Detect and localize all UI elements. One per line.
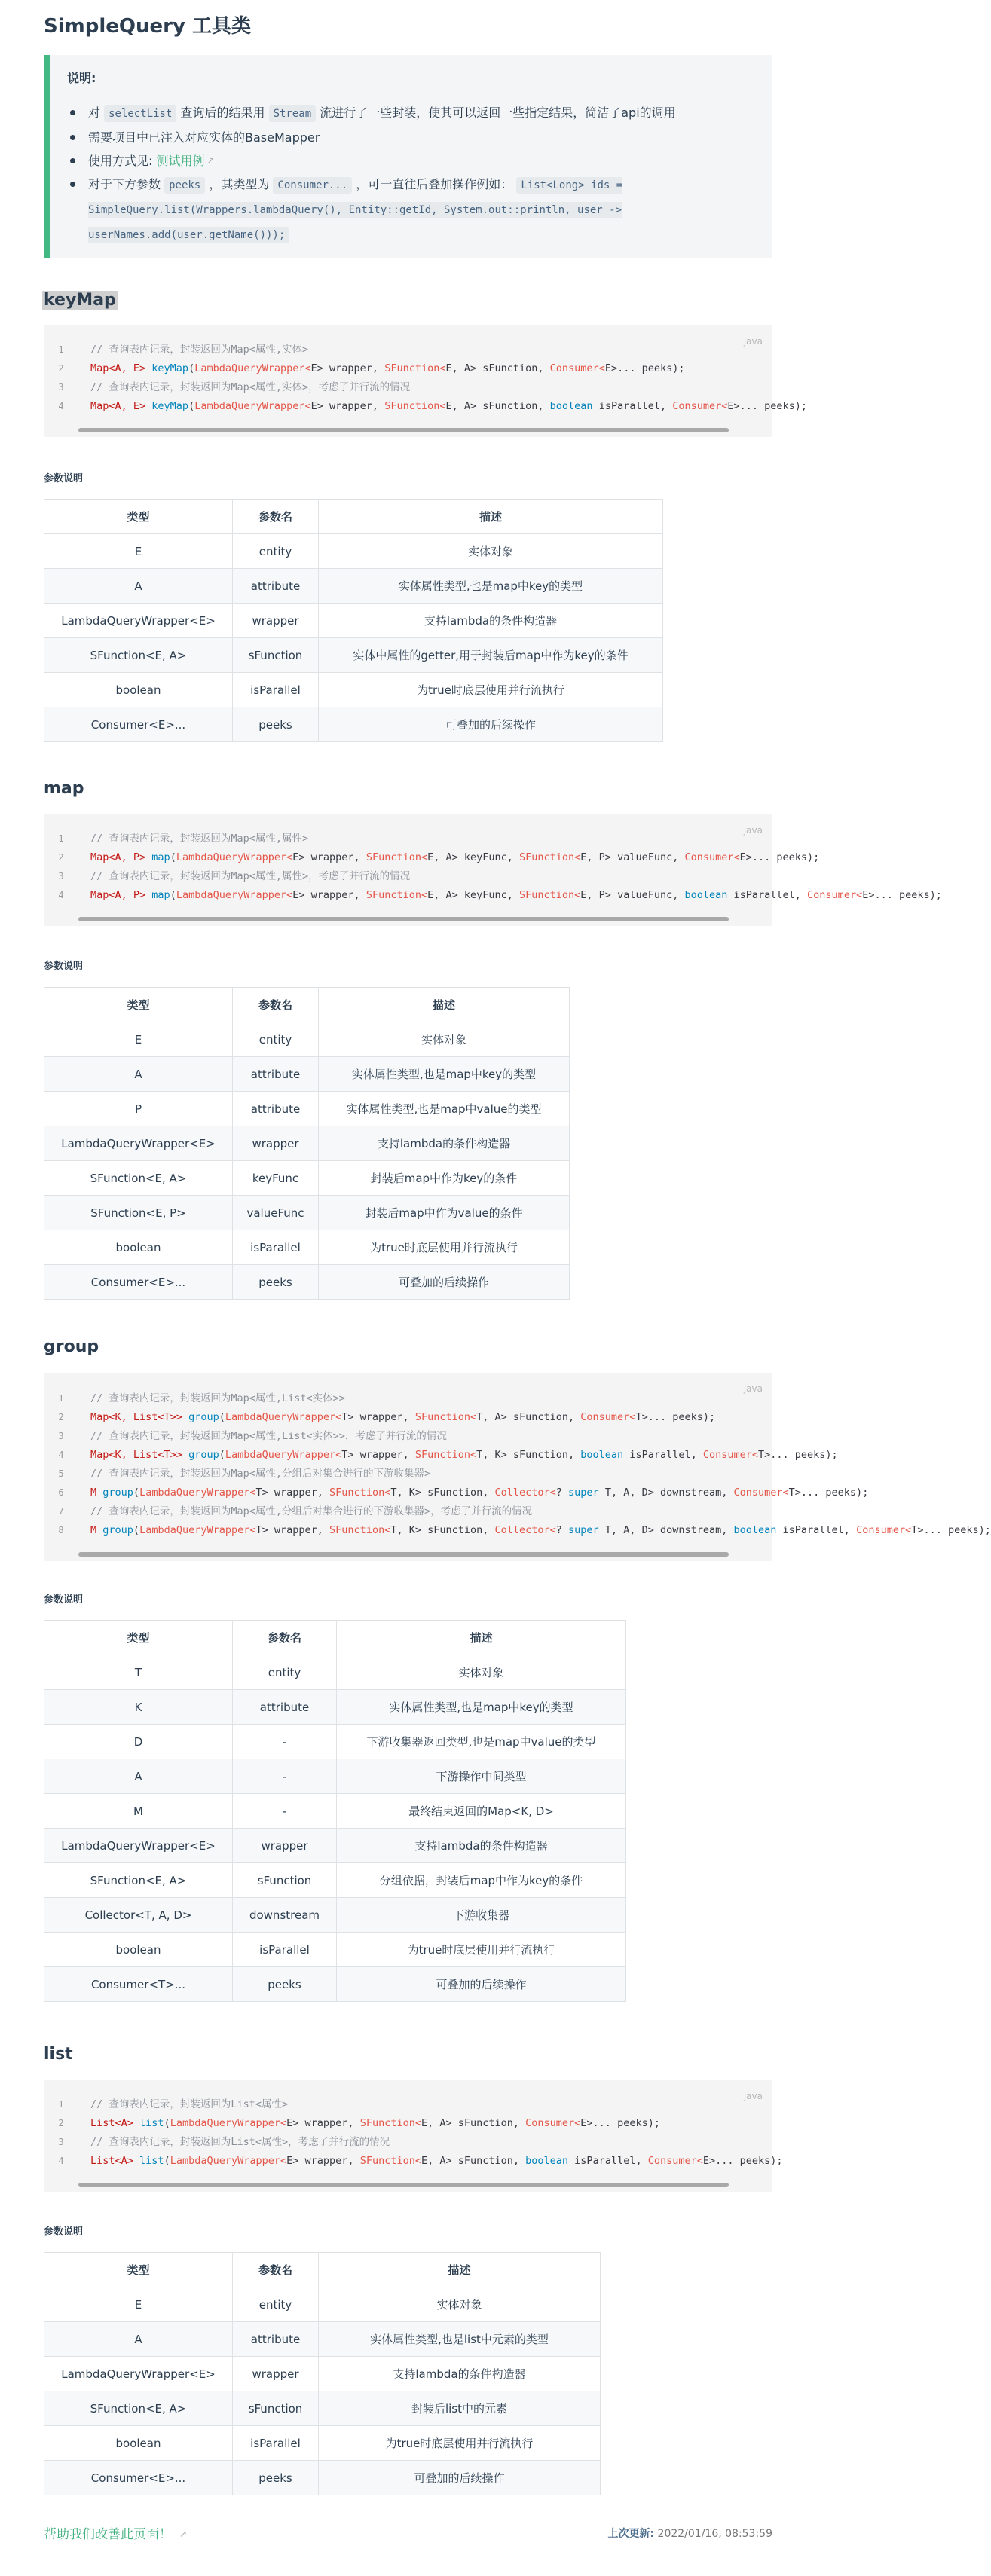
tip-text: 对于下方参数 [88, 177, 165, 191]
table-cell: 可叠加的后续操作 [319, 707, 663, 742]
table-cell: 实体属性类型,也是list中元素的类型 [319, 2322, 601, 2357]
table-cell: SFunction<E, A> [44, 2391, 233, 2426]
table-cell: 为true时底层使用并行流执行 [319, 2426, 601, 2461]
last-updated [607, 2526, 772, 2541]
code-block-list [44, 2080, 783, 2192]
param-heading: 参数说明 [44, 473, 84, 484]
table-cell: 下游收集器返回类型,也是map中value的类型 [337, 1725, 626, 1759]
table-cell: isParallel [233, 1933, 337, 1967]
table-cell: 支持lambda的条件构造器 [319, 604, 663, 638]
line-number: 2 [58, 852, 64, 863]
code-scrollbar[interactable] [78, 1552, 729, 1557]
table-cell: sFunction [233, 638, 319, 673]
code-line [44, 886, 942, 905]
line-number: 1 [58, 2099, 64, 2110]
table-cell: LambdaQueryWrapper<E> [44, 1126, 233, 1161]
params-table-group [44, 1620, 626, 2002]
line-number: 5 [58, 1468, 64, 1479]
last-updated-value: 2022/01/16, 08:53:59 [657, 2528, 772, 2540]
tip-text: ，其类型为 [205, 177, 274, 191]
table-cell: 实体属性类型,也是map中key的类型 [337, 1690, 626, 1725]
code-line [44, 1446, 838, 1465]
tip-text: 使用方式见: [88, 154, 157, 168]
code-line [44, 359, 685, 378]
code-text: // 查询表内记录，封装返回为Map<属性,属性>，考虑了并行流的情况 [90, 870, 411, 882]
line-number: 4 [58, 2156, 64, 2166]
page-title: SimpleQuery 工具类 [44, 15, 251, 38]
code-text: // 查询表内记录，封装返回为Map<属性,List<实体>> [90, 1392, 345, 1404]
params-table-keymap [44, 499, 663, 742]
table-cell: entity [233, 1655, 337, 1690]
table-cell: 为true时底层使用并行流执行 [319, 673, 663, 707]
table-cell: M [44, 1794, 233, 1829]
table-cell: 下游收集器 [337, 1898, 626, 1933]
table-row [44, 1759, 626, 1794]
table-cell: SFunction<E, A> [44, 1863, 233, 1898]
table-row [44, 1161, 570, 1196]
table-cell: A [44, 1057, 233, 1092]
table-row [44, 534, 663, 569]
code-lang-label: java [743, 825, 763, 836]
table-cell: 支持lambda的条件构造器 [319, 2357, 601, 2391]
table-header: 参数名 [233, 500, 319, 534]
table-cell: 可叠加的后续操作 [337, 1967, 626, 2002]
tip-item [67, 126, 757, 149]
table-cell: - [233, 1725, 337, 1759]
table-cell: 实体对象 [337, 1655, 626, 1690]
line-number: 2 [58, 363, 64, 374]
line-number: 2 [58, 2118, 64, 2128]
code-text: Map<A, P> map(LambdaQueryWrapper<E> wrapper, SFunction<E, A> keyFunc, SFunction<E, P> valueFunc, Consumer<E>... peeks); [90, 851, 820, 863]
edit-page-link-label: 帮助我们改善此页面！ [44, 2527, 172, 2542]
table-cell: Consumer<E>... [44, 1265, 233, 1300]
table-row [44, 1794, 626, 1829]
table-cell: LambdaQueryWrapper<E> [44, 1829, 233, 1863]
table-cell: 分组依据，封装后map中作为key的条件 [337, 1863, 626, 1898]
inline-code: Consumer... [273, 177, 352, 194]
table-cell: 可叠加的后续操作 [319, 2461, 601, 2495]
table-cell: 为true时底层使用并行流执行 [319, 1230, 570, 1265]
table-cell: isParallel [233, 1230, 319, 1265]
code-text: Map<K, List<T>> group(LambdaQueryWrapper<T> wrapper, SFunction<T, A> sFunction, Consumer<T>... peeks); [90, 1411, 716, 1423]
table-cell: P [44, 1092, 233, 1126]
external-link-icon: ↗ [206, 155, 215, 166]
table-row [44, 2287, 601, 2322]
section-heading-keymap: keyMap [44, 291, 116, 310]
code-text: List<A> list(LambdaQueryWrapper<E> wrapper, SFunction<E, A> sFunction, boolean isParallel, Consumer<E>... peeks); [90, 2155, 783, 2167]
table-row [44, 2391, 601, 2426]
tip-item [67, 173, 757, 247]
table-cell: SFunction<E, A> [44, 638, 233, 673]
table-header: 描述 [319, 988, 570, 1022]
params-table-map [44, 987, 570, 1300]
table-row [44, 1829, 626, 1863]
table-row [44, 1655, 626, 1690]
code-text: // 查询表内记录，封装返回为Map<属性,实体> [90, 344, 309, 356]
table-cell: sFunction [233, 1863, 337, 1898]
line-number: 3 [58, 382, 64, 393]
table-cell: 可叠加的后续操作 [319, 1265, 570, 1300]
table-row [44, 1725, 626, 1759]
table-header: 参数名 [233, 988, 319, 1022]
code-text: // 查询表内记录，封装返回为Map<属性,实体>，考虑了并行流的情况 [90, 381, 411, 393]
table-header: 类型 [44, 500, 233, 534]
test-case-link[interactable]: 测试用例 [156, 154, 205, 168]
last-updated-label: 上次更新: [607, 2528, 655, 2540]
line-number: 2 [58, 1412, 64, 1422]
code-scrollbar[interactable] [78, 2183, 729, 2187]
code-lang-label: java [743, 2091, 763, 2101]
code-scrollbar[interactable] [78, 917, 729, 921]
code-text: Map<K, List<T>> group(LambdaQueryWrapper<T> wrapper, SFunction<T, K> sFunction, boolean isParallel, Consumer<T>... peeks); [90, 1449, 838, 1461]
code-line [44, 1484, 869, 1502]
code-line [44, 830, 309, 848]
code-scrollbar[interactable] [78, 428, 729, 432]
table-header: 类型 [44, 988, 233, 1022]
table-cell: SFunction<E, A> [44, 1161, 233, 1196]
table-row [44, 1933, 626, 1967]
tip-text: 查询后的结果用 [176, 105, 269, 120]
edit-page-link[interactable] [44, 2523, 187, 2542]
param-heading: 参数说明 [44, 2226, 84, 2238]
code-line [44, 397, 808, 416]
table-cell: downstream [233, 1898, 337, 1933]
line-number: 1 [58, 344, 64, 355]
code-text: // 查询表内记录，封装返回为Map<属性,属性> [90, 833, 309, 845]
table-cell: attribute [233, 569, 319, 604]
external-link-icon: ↗ [179, 2529, 188, 2539]
section-heading-list: list [44, 2045, 73, 2064]
table-row [44, 707, 663, 742]
line-number: 3 [58, 2137, 64, 2147]
table-cell: 封装后list中的元素 [319, 2391, 601, 2426]
table-cell: A [44, 2322, 233, 2357]
table-cell: 实体对象 [319, 1022, 570, 1057]
line-number: 7 [58, 1506, 64, 1517]
code-line [44, 1502, 533, 1521]
table-cell: sFunction [233, 2391, 319, 2426]
param-heading: 参数说明 [44, 961, 84, 972]
table-cell: wrapper [233, 2357, 319, 2391]
table-cell: 实体属性类型,也是map中key的类型 [319, 569, 663, 604]
table-cell: boolean [44, 673, 233, 707]
code-text: List<A> list(LambdaQueryWrapper<E> wrapper, SFunction<E, A> sFunction, Consumer<E>... peeks); [90, 2117, 660, 2129]
table-cell: 下游操作中间类型 [337, 1759, 626, 1794]
code-text: Map<A, E> keyMap(LambdaQueryWrapper<E> wrapper, SFunction<E, A> sFunction, Consumer<E>... peeks); [90, 362, 685, 374]
code-line [44, 378, 411, 397]
code-lang-label: java [743, 1383, 763, 1394]
code-line [44, 2114, 660, 2133]
table-cell: - [233, 1759, 337, 1794]
line-number: 4 [58, 1450, 64, 1460]
table-cell: K [44, 1690, 233, 1725]
code-line [44, 2152, 783, 2171]
table-row [44, 1057, 570, 1092]
code-text: // 查询表内记录，封装返回为List<属性>，考虑了并行流的情况 [90, 2136, 390, 2148]
code-lang-label: java [743, 336, 763, 347]
table-row [44, 1690, 626, 1725]
tip-item [67, 149, 757, 173]
table-cell: attribute [233, 1057, 319, 1092]
table-cell: E [44, 2287, 233, 2322]
table-cell: isParallel [233, 2426, 319, 2461]
line-number: 1 [58, 1393, 64, 1404]
table-row [44, 2357, 601, 2391]
table-cell: 实体属性类型,也是map中value的类型 [319, 1092, 570, 1126]
table-row [44, 1265, 570, 1300]
table-cell: peeks [233, 1967, 337, 2002]
table-header: 描述 [319, 2253, 601, 2287]
table-cell: boolean [44, 2426, 233, 2461]
code-line [44, 867, 411, 886]
table-header: 参数名 [233, 2253, 319, 2287]
code-line [44, 341, 309, 359]
table-cell: valueFunc [233, 1196, 319, 1230]
table-cell: 实体对象 [319, 2287, 601, 2322]
tip-list [67, 101, 757, 247]
table-cell: attribute [233, 1690, 337, 1725]
table-row [44, 1022, 570, 1057]
param-heading: 参数说明 [44, 1594, 84, 1606]
code-text: // 查询表内记录，封装返回为List<属性> [90, 2098, 289, 2110]
code-line [44, 1521, 991, 1540]
table-cell: wrapper [233, 1126, 319, 1161]
line-number: 4 [58, 401, 64, 411]
table-row [44, 1230, 570, 1265]
code-text: // 查询表内记录，封装返回为Map<属性,分组后对集合进行的下游收集器>，考虑了并行流的情况 [90, 1505, 533, 1517]
table-header: 描述 [337, 1621, 626, 1655]
table-row [44, 2461, 601, 2495]
code-block-keymap [44, 325, 808, 437]
params-table-list [44, 2252, 601, 2495]
tip-text: 对 [88, 105, 105, 120]
code-text: Map<A, P> map(LambdaQueryWrapper<E> wrapper, SFunction<E, A> keyFunc, SFunction<E, P> valueFunc, boolean isParallel, Consumer<E>... peeks); [90, 889, 942, 901]
table-cell: E [44, 534, 233, 569]
table-cell: 支持lambda的条件构造器 [319, 1126, 570, 1161]
table-row [44, 638, 663, 673]
table-header: 类型 [44, 2253, 233, 2287]
table-cell: 实体属性类型,也是map中key的类型 [319, 1057, 570, 1092]
table-cell: entity [233, 1022, 319, 1057]
line-number: 1 [58, 833, 64, 844]
section-heading-map: map [44, 779, 84, 798]
table-cell: E [44, 1022, 233, 1057]
line-number: 8 [58, 1525, 64, 1536]
code-text: M group(LambdaQueryWrapper<T> wrapper, SFunction<T, K> sFunction, Collector<? super T, A, D> downstream, Consumer<T>... peeks); [90, 1487, 869, 1499]
table-header: 描述 [319, 500, 663, 534]
table-cell: D [44, 1725, 233, 1759]
table-cell: peeks [233, 2461, 319, 2495]
code-line [44, 1408, 716, 1427]
code-text: // 查询表内记录，封装返回为Map<属性,分组后对集合进行的下游收集器> [90, 1468, 431, 1480]
table-row [44, 1898, 626, 1933]
table-row [44, 2426, 601, 2461]
table-cell: entity [233, 534, 319, 569]
code-block-map [44, 814, 942, 926]
table-cell: T [44, 1655, 233, 1690]
table-cell: attribute [233, 2322, 319, 2357]
line-number: 3 [58, 1431, 64, 1441]
tip-item [67, 101, 757, 126]
table-row [44, 1863, 626, 1898]
table-cell: peeks [233, 1265, 319, 1300]
table-cell: 最终结束返回的Map<K, D> [337, 1794, 626, 1829]
line-number: 3 [58, 871, 64, 882]
table-cell: wrapper [233, 604, 319, 638]
code-line [44, 1389, 345, 1408]
table-cell: 为true时底层使用并行流执行 [337, 1933, 626, 1967]
table-cell: boolean [44, 1230, 233, 1265]
table-row [44, 2322, 601, 2357]
tip-text: 需要项目中已注入对应实体的BaseMapper [88, 130, 320, 145]
table-cell: SFunction<E, P> [44, 1196, 233, 1230]
table-row [44, 604, 663, 638]
table-cell: peeks [233, 707, 319, 742]
tip-text: ，可一直往后叠加操作例如： [352, 177, 517, 191]
code-block-group [44, 1373, 991, 1561]
code-line [44, 2095, 289, 2114]
code-line [44, 1465, 431, 1484]
table-cell: A [44, 1759, 233, 1794]
table-header: 类型 [44, 1621, 233, 1655]
table-cell: 实体对象 [319, 534, 663, 569]
inline-code: Stream [269, 105, 317, 122]
line-number: 4 [58, 890, 64, 900]
code-text: Map<A, E> keyMap(LambdaQueryWrapper<E> wrapper, SFunction<E, A> sFunction, boolean isParallel, Consumer<E>... peeks); [90, 400, 808, 412]
table-row [44, 1196, 570, 1230]
section-heading-group: group [44, 1337, 99, 1356]
table-row [44, 569, 663, 604]
table-header: 参数名 [233, 1621, 337, 1655]
table-cell: Collector<T, A, D> [44, 1898, 233, 1933]
table-cell: Consumer<E>... [44, 2461, 233, 2495]
code-text: M group(LambdaQueryWrapper<T> wrapper, SFunction<T, K> sFunction, Collector<? super T, A, D> downstream, boolean isParallel, Consumer<T>... peeks); [90, 1524, 991, 1536]
code-text: // 查询表内记录，封装返回为Map<属性,List<实体>>，考虑了并行流的情况 [90, 1430, 447, 1442]
code-line [44, 2133, 390, 2152]
table-cell: 封装后map中作为key的条件 [319, 1161, 570, 1196]
code-line [44, 1427, 447, 1446]
table-cell: wrapper [233, 1829, 337, 1863]
tip-box [44, 55, 772, 258]
table-cell: isParallel [233, 673, 319, 707]
line-number: 6 [58, 1487, 64, 1498]
table-cell: 支持lambda的条件构造器 [337, 1829, 626, 1863]
table-cell: 封装后map中作为value的条件 [319, 1196, 570, 1230]
table-cell: boolean [44, 1933, 233, 1967]
inline-code: peeks [164, 177, 205, 194]
code-line [44, 848, 820, 867]
table-cell: entity [233, 2287, 319, 2322]
table-cell: LambdaQueryWrapper<E> [44, 2357, 233, 2391]
table-cell: A [44, 569, 233, 604]
inline-code: selectList [104, 105, 176, 122]
table-cell: attribute [233, 1092, 319, 1126]
table-cell: LambdaQueryWrapper<E> [44, 604, 233, 638]
tip-title: 说明: [67, 71, 96, 85]
table-row [44, 1092, 570, 1126]
table-row [44, 1126, 570, 1161]
inline-code-example: List<Long> ids = SimpleQuery.list(Wrappers.lambdaQuery(), Entity::getId, System.out::println, user -> userNames.add(user.getName())); [88, 177, 622, 243]
table-row [44, 673, 663, 707]
table-cell: 实体中属性的getter,用于封装后map中作为key的条件 [319, 638, 663, 673]
table-cell: - [233, 1794, 337, 1829]
table-cell: keyFunc [233, 1161, 319, 1196]
table-cell: Consumer<E>... [44, 707, 233, 742]
tip-text: 流进行了一些封装，使其可以返回一些指定结果，简洁了api的调用 [316, 105, 676, 120]
table-row [44, 1967, 626, 2002]
table-cell: Consumer<T>... [44, 1967, 233, 2002]
